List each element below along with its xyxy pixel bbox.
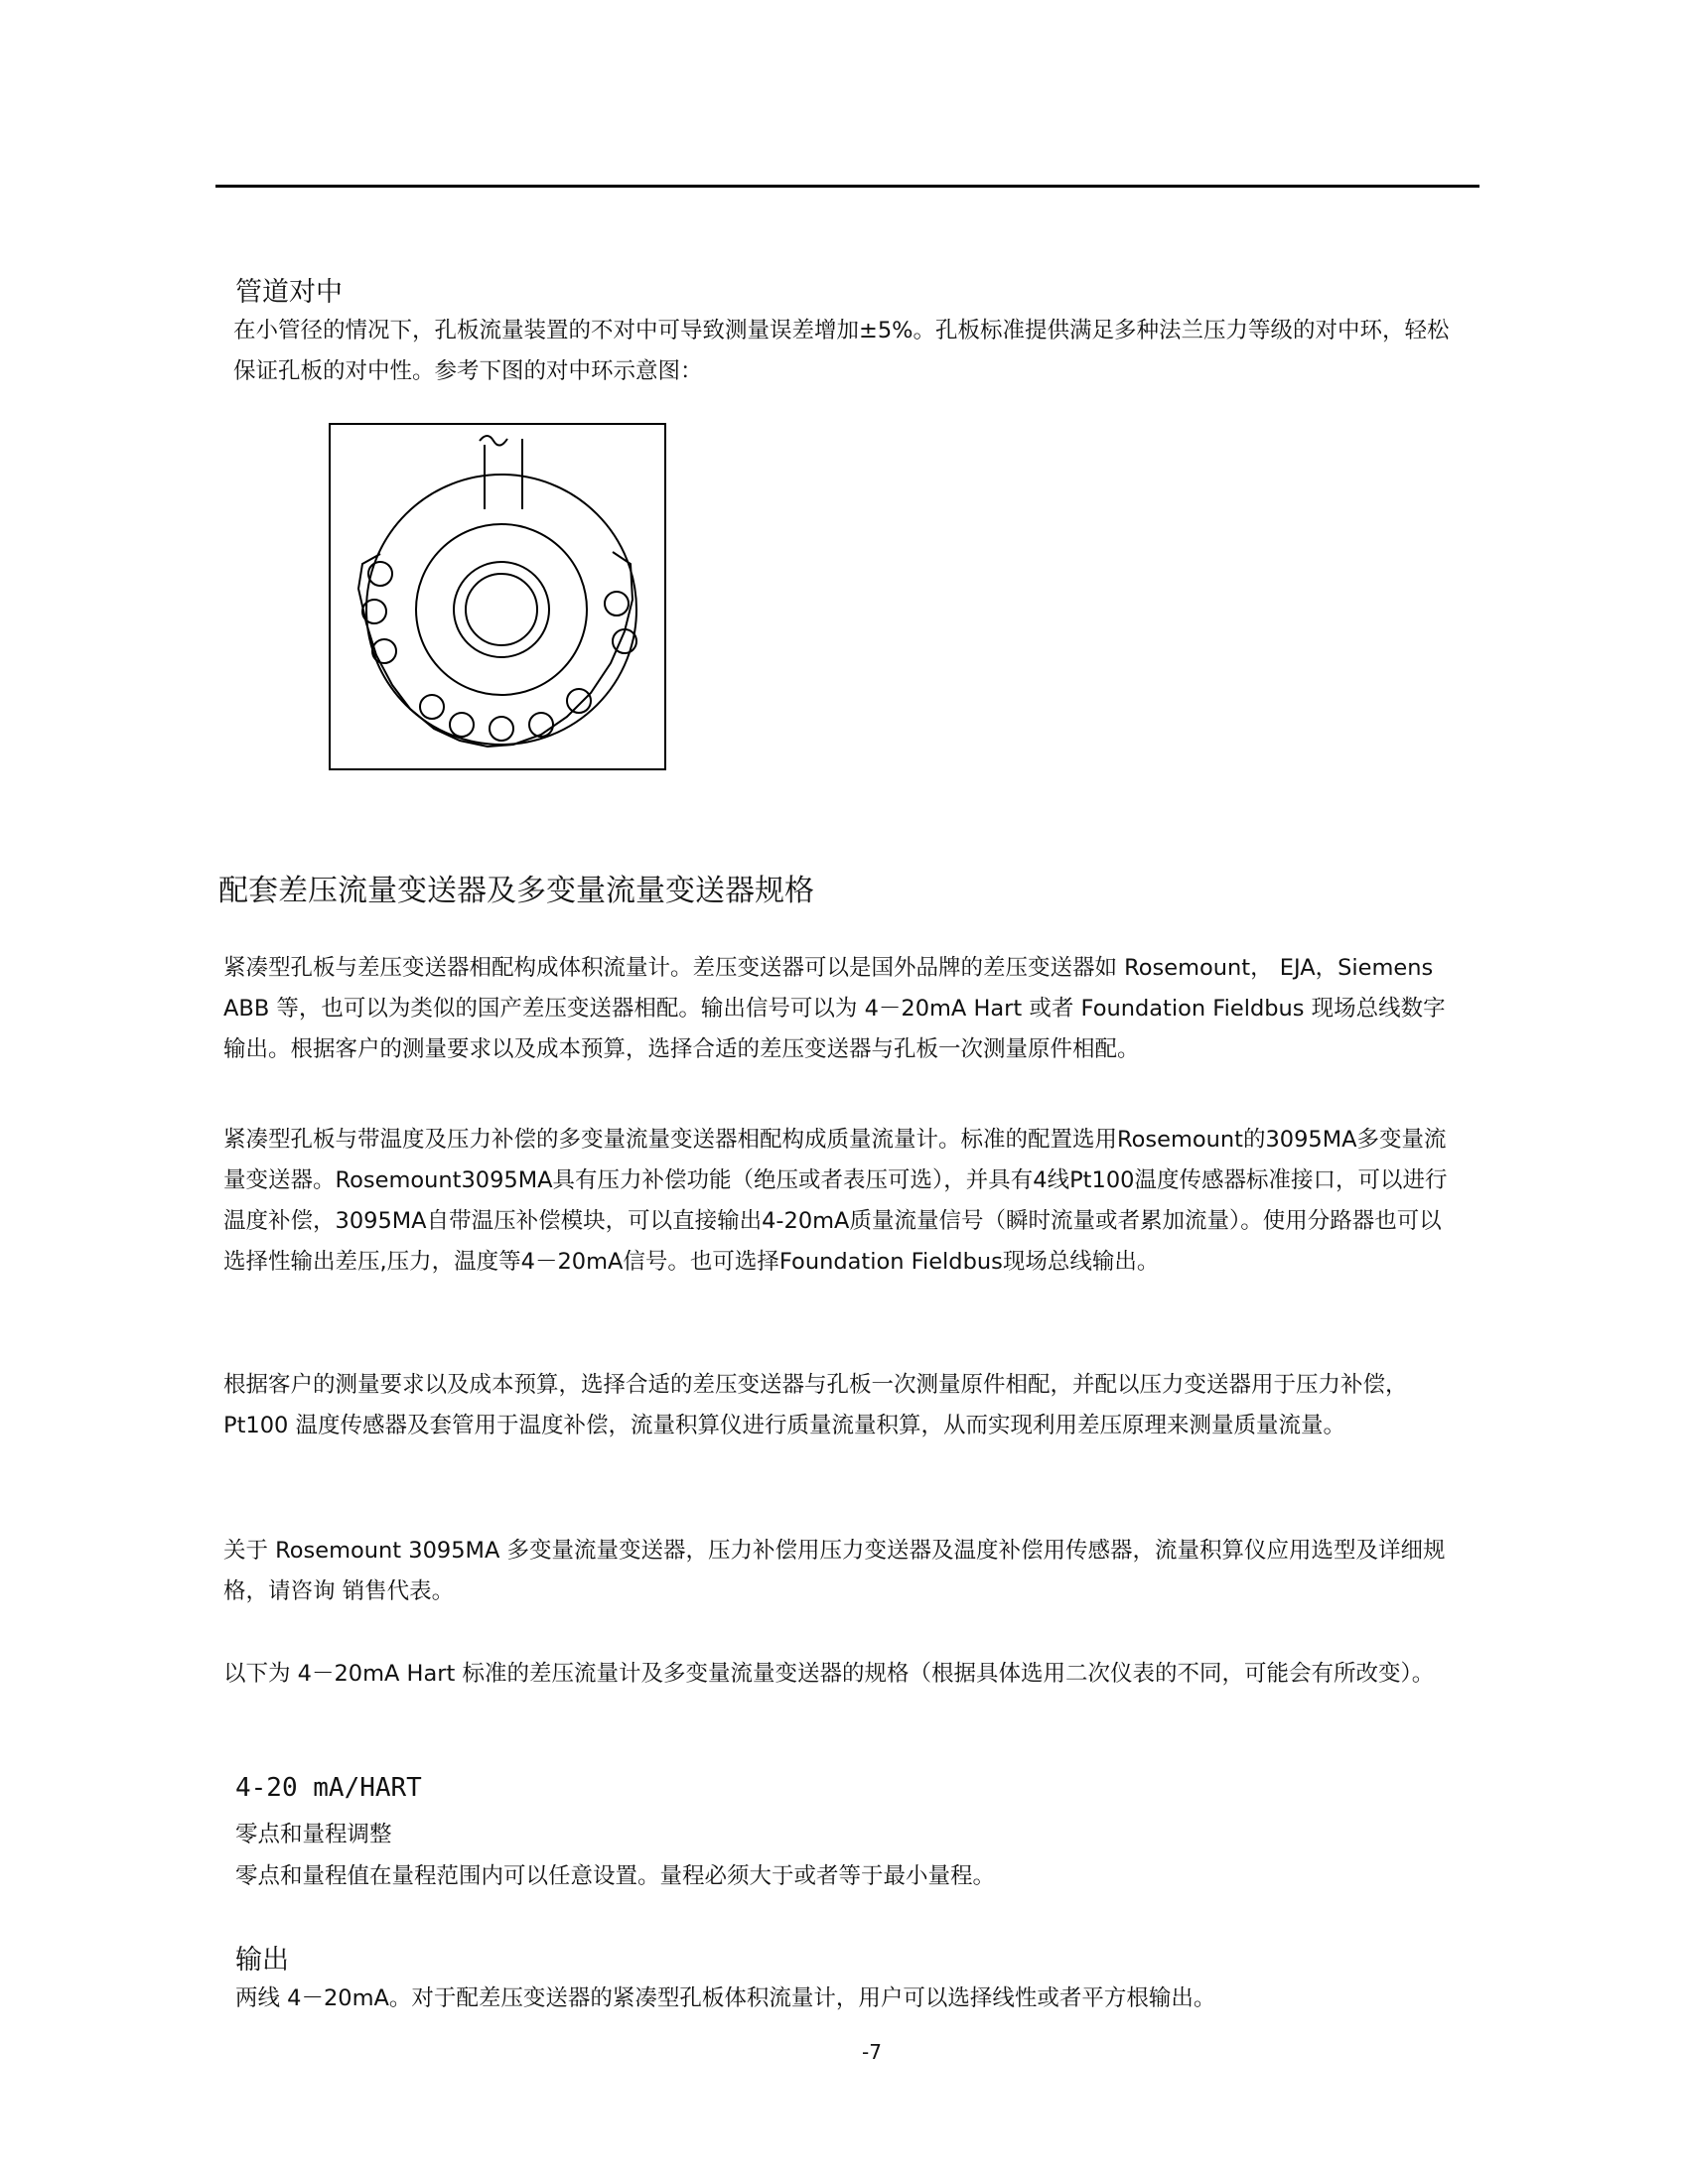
centering-ring-diagram: [331, 425, 664, 768]
section-title-4-20ma-hart: 4-20 mA/HART: [235, 1773, 422, 1803]
zero-span-text: 零点和量程值在量程范围内可以任意设置。量程必须大于或者等于最小量程。: [235, 1863, 996, 1889]
zero-span-subtitle: 零点和量程调整: [235, 1822, 392, 1847]
paragraph-mass-flowmeter: 紧凑型孔板与带温度及压力补偿的多变量流量变送器相配构成质量流量计。标准的配置选用Rosemount的3095MA多变量流 量变送器。Rosemount3095MA具有压力补偿功能（绝压或者表压可选），并具有4线Pt100温度传感器标准接口，可以进行 温度补偿，3095MA自带温压补偿模块，可以直接输出4-20mA质量流量信号（瞬时流量或者累加流量）。使用分路器也可以 选择性输出差压,压力，温度等4－20mA信号。也可选择Foundation Fieldbus现场总线输出。: [223, 1127, 1448, 1275]
centering-ring-figure: [329, 423, 666, 770]
section-title-transmitter-specs: 配套差压流量变送器及多变量流量变送器规格: [218, 874, 814, 908]
paragraph-rosemount-consult: 关于 Rosemount 3095MA 多变量流量变送器，压力补偿用压力变送器及温度补偿用传感器，流量积算仪应用选型及详细规 格，请咨询 销售代表。: [223, 1538, 1446, 1604]
paragraph-spec-intro: 以下为 4－20mA Hart 标准的差压流量计及多变量流量变送器的规格（根据具体选用二次仪表的不同，可能会有所改变）。: [223, 1661, 1435, 1687]
header-rule: [215, 185, 1479, 188]
section-title-output: 输出: [235, 1945, 289, 1976]
page-number: -7: [862, 2040, 882, 2064]
pipe-centering-paragraph: 在小管径的情况下，孔板流量装置的不对中可导致测量误差增加±5%。孔板标准提供满足多种法兰压力等级的对中环，轻松 保证孔板的对中性。参考下图的对中环示意图：: [233, 318, 1450, 384]
section-title-pipe-centering: 管道对中: [235, 277, 343, 308]
paragraph-volume-flowmeter: 紧凑型孔板与差压变送器相配构成体积流量计。差压变送器可以是国外品牌的差压变送器如 Rosemount， EJA，Siemens ABB 等，也可以为类似的国产差压变送器相配。输出信号可以为 4－20mA Hart 或者 Foundation Fieldbus 现场总线数字 输出。根据客户的测量要求以及成本预算，选择合适的差压变送器与孔板一次测量原件相配。: [223, 955, 1446, 1062]
paragraph-compensation: 根据客户的测量要求以及成本预算，选择合适的差压变送器与孔板一次测量原件相配，并配以压力变送器用于压力补偿， Pt100 温度传感器及套管用于温度补偿，流量积算仪进行质量流量积算，从而实现利用差压原理来测量质量流量。: [223, 1372, 1408, 1438]
output-text: 两线 4－20mA。对于配差压变送器的紧凑型孔板体积流量计，用户可以选择线性或者平方根输出。: [235, 1985, 1216, 2011]
